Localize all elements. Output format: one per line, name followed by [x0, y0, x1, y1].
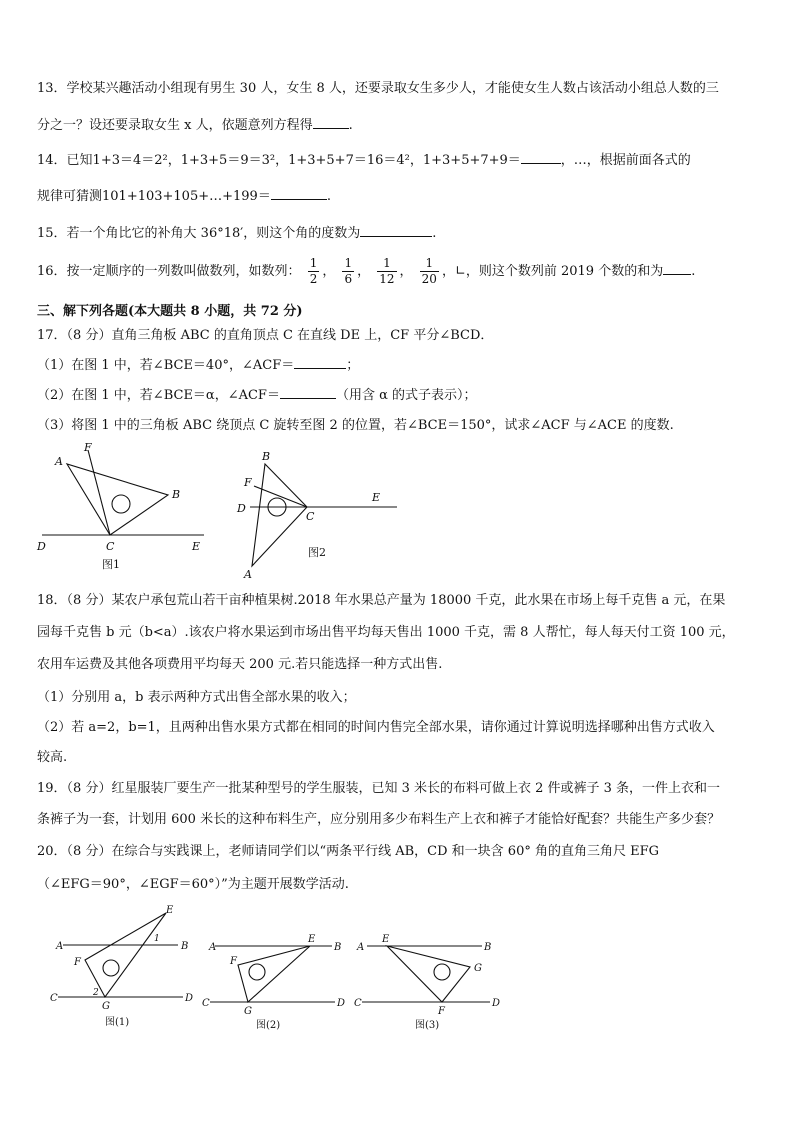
label-g: G [474, 963, 482, 974]
label-d: D [492, 998, 501, 1009]
ray-cf [88, 450, 110, 535]
question-14-line-2 [37, 187, 764, 206]
question-14-text-1: 14．已知1+3＝4＝2²，1+3+5＝9＝3²，1+3+5+7＝16＝4²，1+3+5+7+9＝ [37, 153, 521, 168]
label-b: B [181, 941, 189, 952]
triangle-hole [112, 495, 130, 513]
label-f: F [230, 956, 237, 967]
period: . [691, 264, 696, 279]
ray-cf [254, 486, 307, 507]
label-d: D [185, 993, 194, 1004]
figure-caption-1: 图1 [102, 558, 120, 571]
figure-caption-20-1: 图(1) [105, 1017, 130, 1028]
label-e: E [166, 905, 174, 916]
period: . [432, 226, 437, 241]
question-16-suffix: ，∟，则这个数列前 2019 个数的和为 [441, 264, 664, 279]
question-17-part-1 [37, 356, 764, 375]
section-heading: 三、解下列各题(本大题共 8 小题，共 72 分) [37, 304, 303, 319]
question-16: 16．按一定顺序的一列数叫做数列，如数列： $\frac{1}{2}$ ， $\frac{1}{6}$ ， $\frac{1}{12}$ ， $\frac{1}{20}$ ，∟，则这个数列前 2019 个数的和为 . [37, 256, 696, 286]
fraction-3: $\frac{1}{12}$ [379, 256, 395, 286]
question-19-line-2: 条裤子为一套，计划用 600 米长的这种布料生产，应分别用多少布料生产上衣和裤子才能恰好配套？共能生产多少套？ [37, 812, 721, 827]
figure-17-2 [232, 446, 402, 581]
triangle-abc [252, 464, 307, 566]
label-d: D [237, 502, 246, 515]
triangle-hole [249, 964, 265, 980]
label-f: F [244, 476, 252, 489]
question-17-part-2-end: （用含 α 的式子表示）； [335, 388, 477, 403]
label-a: A [55, 455, 63, 468]
label-e: E [372, 491, 381, 504]
figure-20-2 [200, 930, 350, 1030]
question-17-part-2 [37, 386, 764, 405]
label-b: B [484, 942, 492, 953]
fraction-2: $\frac{1}{6}$ [344, 256, 353, 286]
question-19-line-1: 19．（8 分）红星服装厂要生产一批某种型号的学生服装，已知 3 米长的布料可做上衣 2 件或裤子 3 条，一件上衣和一 [37, 781, 721, 796]
label-c: C [306, 510, 315, 523]
label-g: G [102, 1001, 110, 1012]
label-a: A [244, 568, 252, 581]
question-18-line-1: 18．（8 分）某农户承包荒山若干亩种植果树.2018 年水果总产量为 18000 千克，此水果在市场上每千克售 a 元，在果 [37, 593, 726, 608]
answer-blank [521, 151, 561, 164]
label-f: F [84, 441, 92, 454]
fraction-1: $\frac{1}{2}$ [309, 256, 318, 286]
label-b: B [172, 488, 181, 501]
figure-caption-20-2: 图(2) [256, 1020, 281, 1030]
question-18-part-2-cont: 较高. [37, 750, 68, 765]
answer-blank [313, 116, 349, 129]
label-e: E [308, 934, 316, 945]
figure-20-3 [352, 930, 502, 1030]
label-a: A [56, 941, 64, 952]
figure-caption-20-3: 图(3) [415, 1020, 440, 1030]
question-20-line-2: （∠EFG＝90°，∠EGF＝60°）”为主题开展数学活动. [37, 877, 349, 892]
label-e: E [382, 934, 390, 945]
figure-caption-2: 图2 [308, 546, 326, 559]
label-e: E [192, 540, 201, 553]
label-f: F [438, 1006, 445, 1017]
triangle-abc [67, 464, 168, 535]
question-14-text-2: 规律可猜测101+103+105+…+199＝ [37, 189, 271, 204]
figure-17-1 [32, 440, 212, 575]
question-15-text: 15．若一个角比它的补角大 36°18′，则这个角的度数为 [37, 226, 361, 241]
question-13-text-1: 13．学校某兴趣活动小组现有男生 30 人，女生 8 人，还要录取女生多少人，才能使女生人数占该活动小组总人数的三 [37, 81, 719, 96]
question-17-part-1-text: （1）在图 1 中，若∠BCE＝40°，∠ACF＝ [37, 358, 295, 373]
answer-blank [360, 224, 432, 237]
question-17-part-2-text: （2）在图 1 中，若∠BCE＝α，∠ACF＝ [37, 388, 280, 403]
question-17-part-3: （3）将图 1 中的三角板 ABC 绕顶点 C 旋转至图 2 的位置，若∠BCE＝150°，试求∠ACF 与∠ACE 的度数. [37, 418, 674, 433]
question-13-text-2: 分之一？设还要录取女生 x 人，依题意列方程得 [37, 118, 313, 133]
answer-blank [280, 386, 336, 399]
question-15 [37, 224, 764, 243]
label-a: A [357, 942, 365, 953]
answer-blank [294, 356, 346, 369]
triangle-efg [85, 913, 166, 997]
question-17-title: 17．（8 分）直角三角板 ABC 的直角顶点 C 在直线 DE 上，CF 平分∠BCD． [37, 328, 494, 343]
label-b: B [262, 450, 271, 463]
label-c: C [354, 998, 362, 1009]
question-20-line-1: 20．（8 分）在综合与实践课上，老师请同学们以“两条平行线 AB，CD 和一块含 60° 角的直角三角尺 EFG [37, 844, 660, 859]
angle-2: 2 [93, 988, 99, 998]
triangle-hole [103, 960, 119, 976]
label-c: C [202, 998, 210, 1009]
triangle-hole [434, 964, 450, 980]
label-b: B [334, 942, 342, 953]
question-14-line-1 [37, 151, 764, 170]
period: . [348, 118, 353, 133]
label-g: G [244, 1006, 252, 1017]
question-16-prefix: 16．按一定顺序的一列数叫做数列，如数列： [37, 264, 301, 279]
fraction-4: $\frac{1}{20}$ [421, 256, 437, 286]
answer-blank [663, 262, 691, 275]
question-13-line-2 [37, 116, 764, 135]
angle-1: 1 [154, 934, 160, 944]
label-f: F [74, 957, 81, 968]
label-c: C [50, 993, 58, 1004]
question-18-part-2: （2）若 a=2，b=1，且两种出售水果方式都在相同的时间内售完全部水果，请你通过计算说明选择哪种出售方式收入 [37, 720, 715, 735]
question-18-line-3: 农用车运费及其他各项费用平均每天 200 元.若只能选择一种方式出售. [37, 657, 443, 672]
question-18-part-1: （1）分别用 a，b 表示两种方式出售全部水果的收入； [37, 690, 356, 705]
question-18-line-2: 园每千克售 b 元（b<a）.该农户将水果运到市场出售平均每天售出 1000 千克，需 8 人帮忙，每人每天付工资 100 元， [37, 625, 735, 640]
label-d: D [37, 540, 46, 553]
label-a: A [209, 942, 217, 953]
question-14-text-1-tail: ，…，根据前面各式的 [560, 153, 691, 168]
triangle-efg [387, 946, 470, 1002]
label-d: D [337, 998, 346, 1009]
answer-blank [271, 187, 327, 200]
question-13-line-1 [37, 80, 764, 98]
figure-20-1 [48, 905, 198, 1030]
period: . [326, 189, 331, 204]
semicolon: ； [346, 358, 360, 373]
label-c: C [106, 540, 115, 553]
